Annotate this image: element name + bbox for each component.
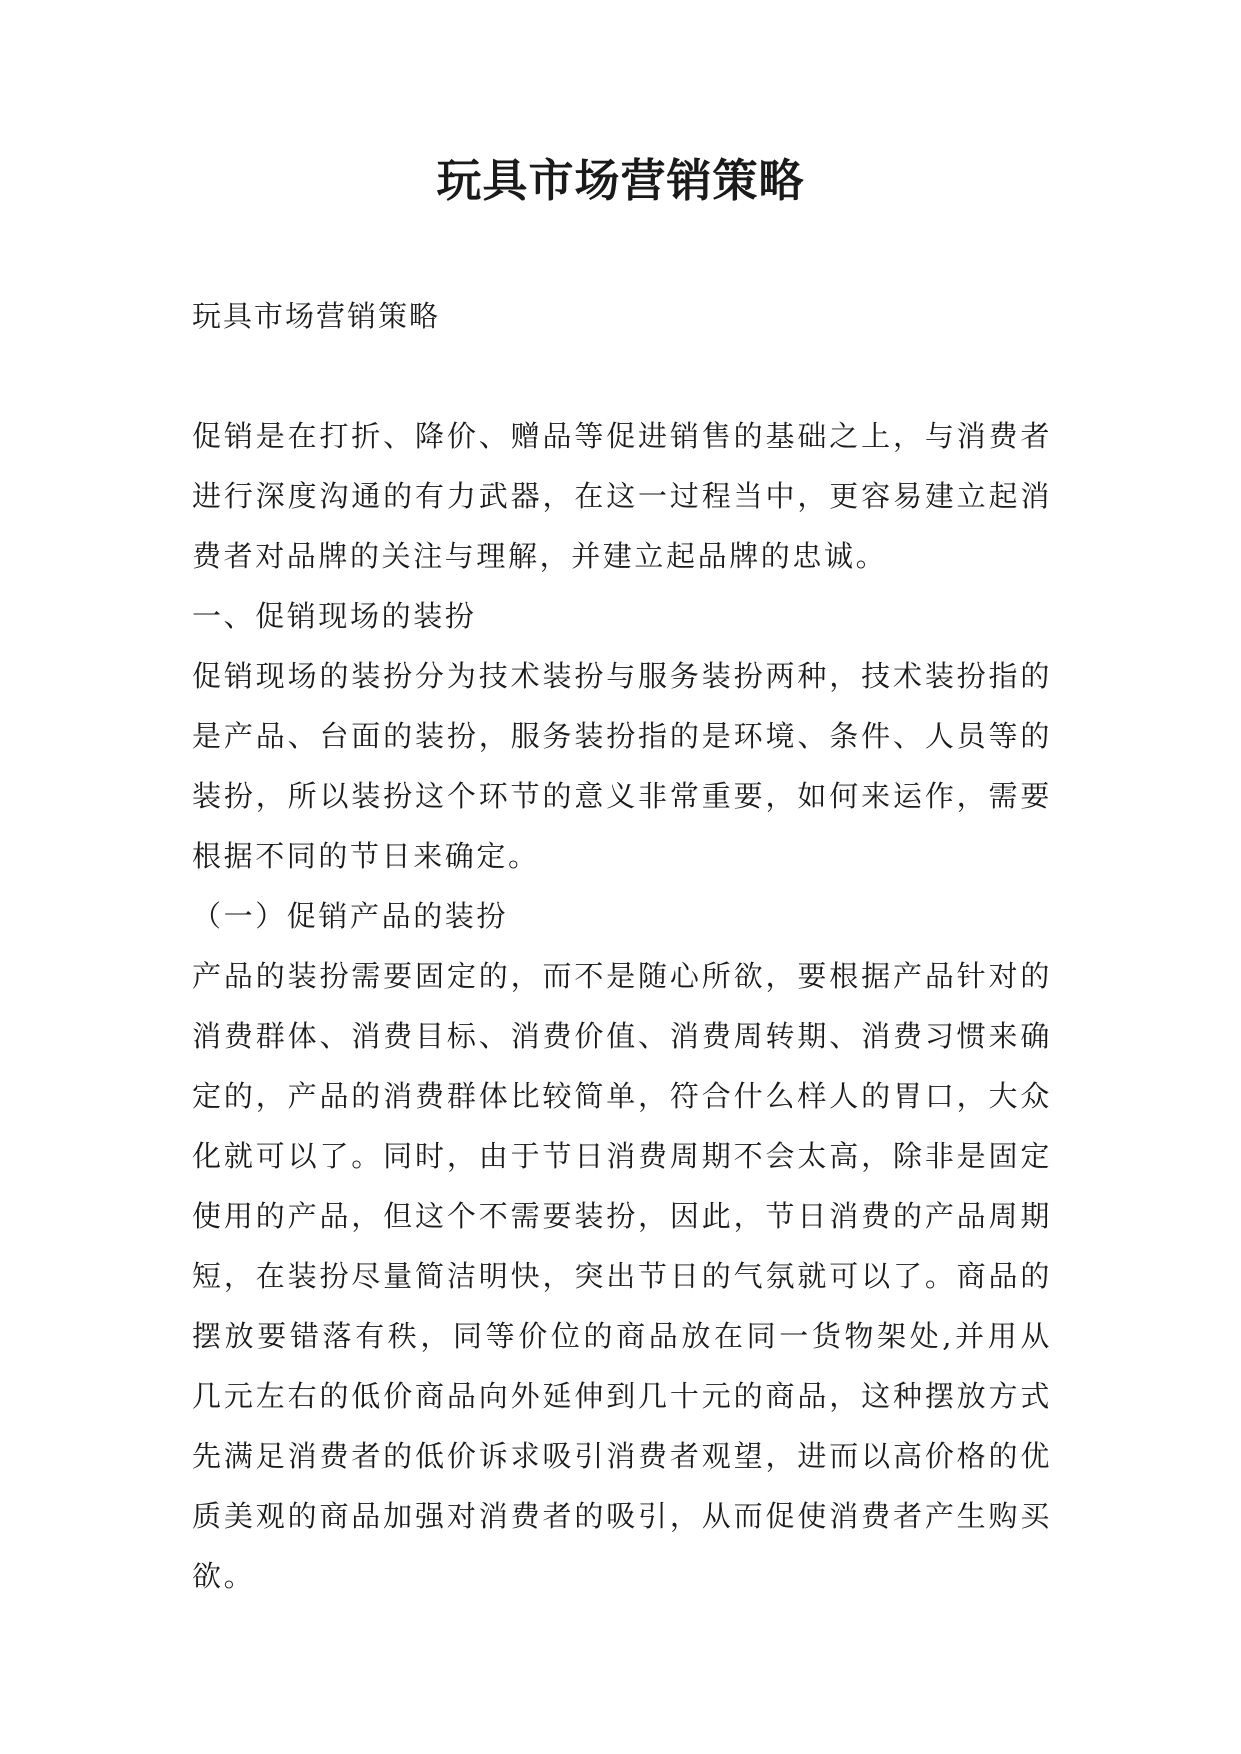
document-title: 玩具市场营销策略 (436, 154, 805, 207)
document-subtitle: 玩具市场营销策略 (192, 299, 441, 333)
document-body (192, 286, 1052, 1606)
intro-paragraph: 促销是在打折、降价、赠品等促进销售的基础之上，与消费者进行深度沟通的有力武器，在这一过程当中，更容易建立起消费者对品牌的关注与理解，并建立起品牌的忠诚。 (192, 419, 1052, 573)
section-1-paragraph: 促销现场的装扮分为技术装扮与服务装扮两种，技术装扮指的是产品、台面的装扮，服务装扮指的是环境、条件、人员等的装扮，所以装扮这个环节的意义非常重要，如何来运作，需要根据不同的节日来确定。 (192, 659, 1052, 873)
section-heading-1: 一、促销现场的装扮 (192, 599, 477, 633)
subsection-heading-1: （一）促销产品的装扮 (192, 899, 509, 933)
subsection-1-paragraph: 产品的装扮需要固定的，而不是随心所欲，要根据产品针对的消费群体、消费目标、消费价值、消费周转期、消费习惯来确定的，产品的消费群体比较简单，符合什么样人的胃口，大众化就可以了。同时，由于节日消费周期不会太高，除非是固定使用的产品，但这个不需要装扮，因此，节日消费的产品周期短，在装扮尽量简洁明快，突出节日的气氛就可以了。商品的摆放要错落有秩，同等价位的商品放在同一货物架处,并用从几元左右的低价商品向外延伸到几十元的商品，这种摆放方式先满足消费者的低价诉求吸引消费者观望，进而以高价格的优质美观的商品加强对消费者的吸引，从而促使消费者产生购买欲。 (192, 959, 1052, 1593)
